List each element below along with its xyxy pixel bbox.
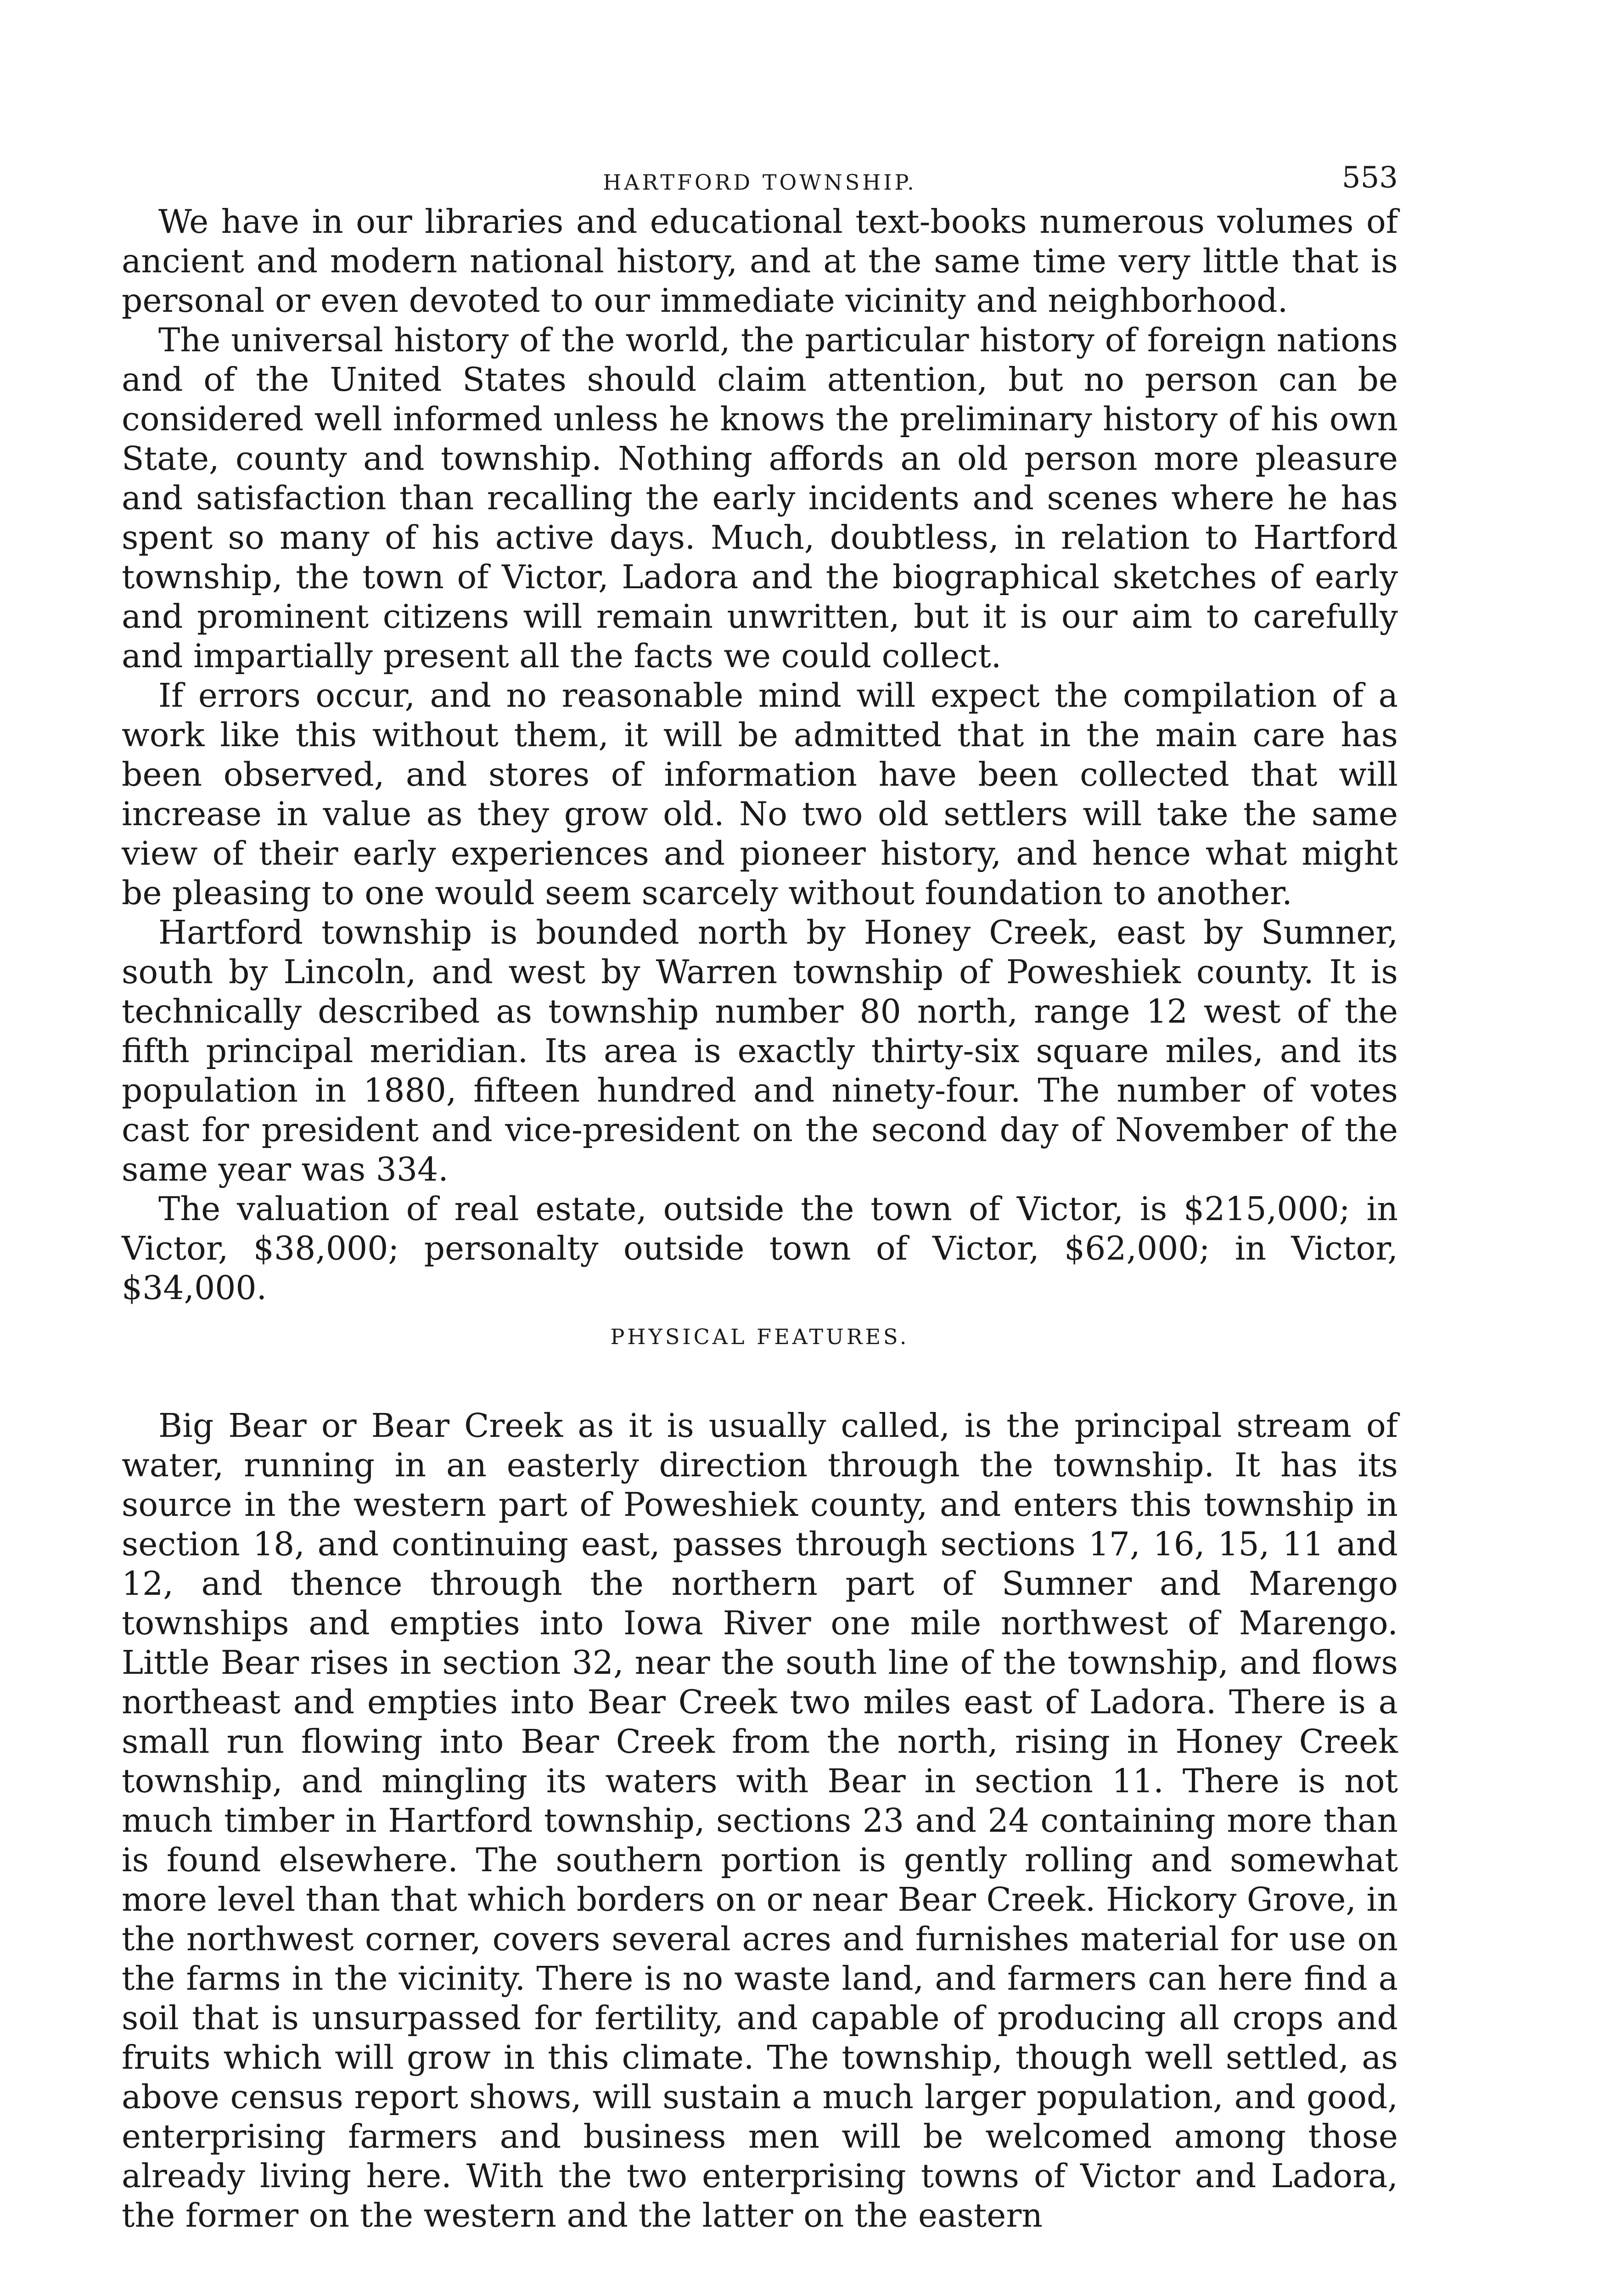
page-number: 553	[1341, 161, 1398, 195]
paragraph: If errors occur, and no reasonable mind will expect the compilation of a work like this without them, it will be admitted that in the main care has been observed, and stores of information have been collected that will increase in value as they grow old. No two old settlers will take the same view of their early experiences and pioneer history, and hence what might be pleasing to one would seem scarcely without foundation to another.	[122, 676, 1398, 912]
paragraph: The valuation of real estate, outside the town of Victor, is $215,000; in Victor, $38,000; personalty outside town of Victor, $62,000; in Victor, $34,000.	[122, 1190, 1398, 1307]
paragraph: Hartford township is bounded north by Honey Creek, east by Sumner, south by Lincoln, and west by Warren township of Poweshiek county. It is technically described as township number 80 north, range 12 west of the fifth principal meridian. Its area is exactly thirty-six square miles, and its population in 1880, fifteen hundred and ninety-four. The number of votes cast for president and vice-president on the second day of November of the same year was 334.	[122, 913, 1398, 1188]
running-head	[122, 152, 1398, 202]
paragraph: Big Bear or Bear Creek as it is usually called, is the principal stream of water, running in an easterly direction through the township. It has its source in the western part of Poweshiek county, and enters this township in section 18, and continuing east, passes through sections 17, 16, 15, 11 and 12, and thence through the northern part of Sumner and Marengo townships and empties into Iowa River one mile northwest of Marengo. Little Bear rises in section 32, near the south line of the township, and flows northeast and empties into Bear Creek two miles east of Ladora. There is a small run flowing into Bear Creek from the north, rising in Honey Creek township, and mingling its waters with Bear in section 11. There is not much timber in Hartford township, sections 23 and 24 containing more than is found elsewhere. The southern portion is gently rolling and somewhat more level than that which borders on or near Bear Creek. Hickory Grove, in the northwest corner, covers several acres and furnishes material for use on the farms in the vicinity. There is no waste land, and farmers can here find a soil that is unsurpassed for fertility, and capable of producing all crops and fruits which will grow in this climate. The township, though well settled, as above census report shows, will sustain a much larger population, and good, enterprising farmers and business men will be welcomed among those already living here. With the two enterprising towns of Victor and Ladora, the former on the western and the latter on the eastern	[122, 1407, 1398, 2234]
paragraph: We have in our libraries and educational text-books numerous volumes of ancient and modern national history, and at the same time very little that is personal or even devoted to our immediate vicinity and neighborhood.	[122, 203, 1398, 320]
paragraph: The universal history of the world, the particular history of foreign nations and of the United States should claim attention, but no person can be considered well informed unless he knows the preliminary history of his own State, county and township. Nothing affords an old person more pleasure and satisfaction than recalling the early incidents and scenes where he has spent so many of his active days. Much, doubtless, in relation to Hartford township, the town of Victor, Ladora and the biographical sketches of early and prominent citizens will remain unwritten, but it is our aim to carefully and impartially present all the facts we could collect.	[122, 321, 1398, 675]
running-title: HARTFORD TOWNSHIP.	[603, 170, 917, 195]
body-text	[122, 202, 1398, 2235]
section-heading: PHYSICAL FEATURES.	[610, 1324, 909, 1349]
book-page	[122, 152, 1398, 2235]
